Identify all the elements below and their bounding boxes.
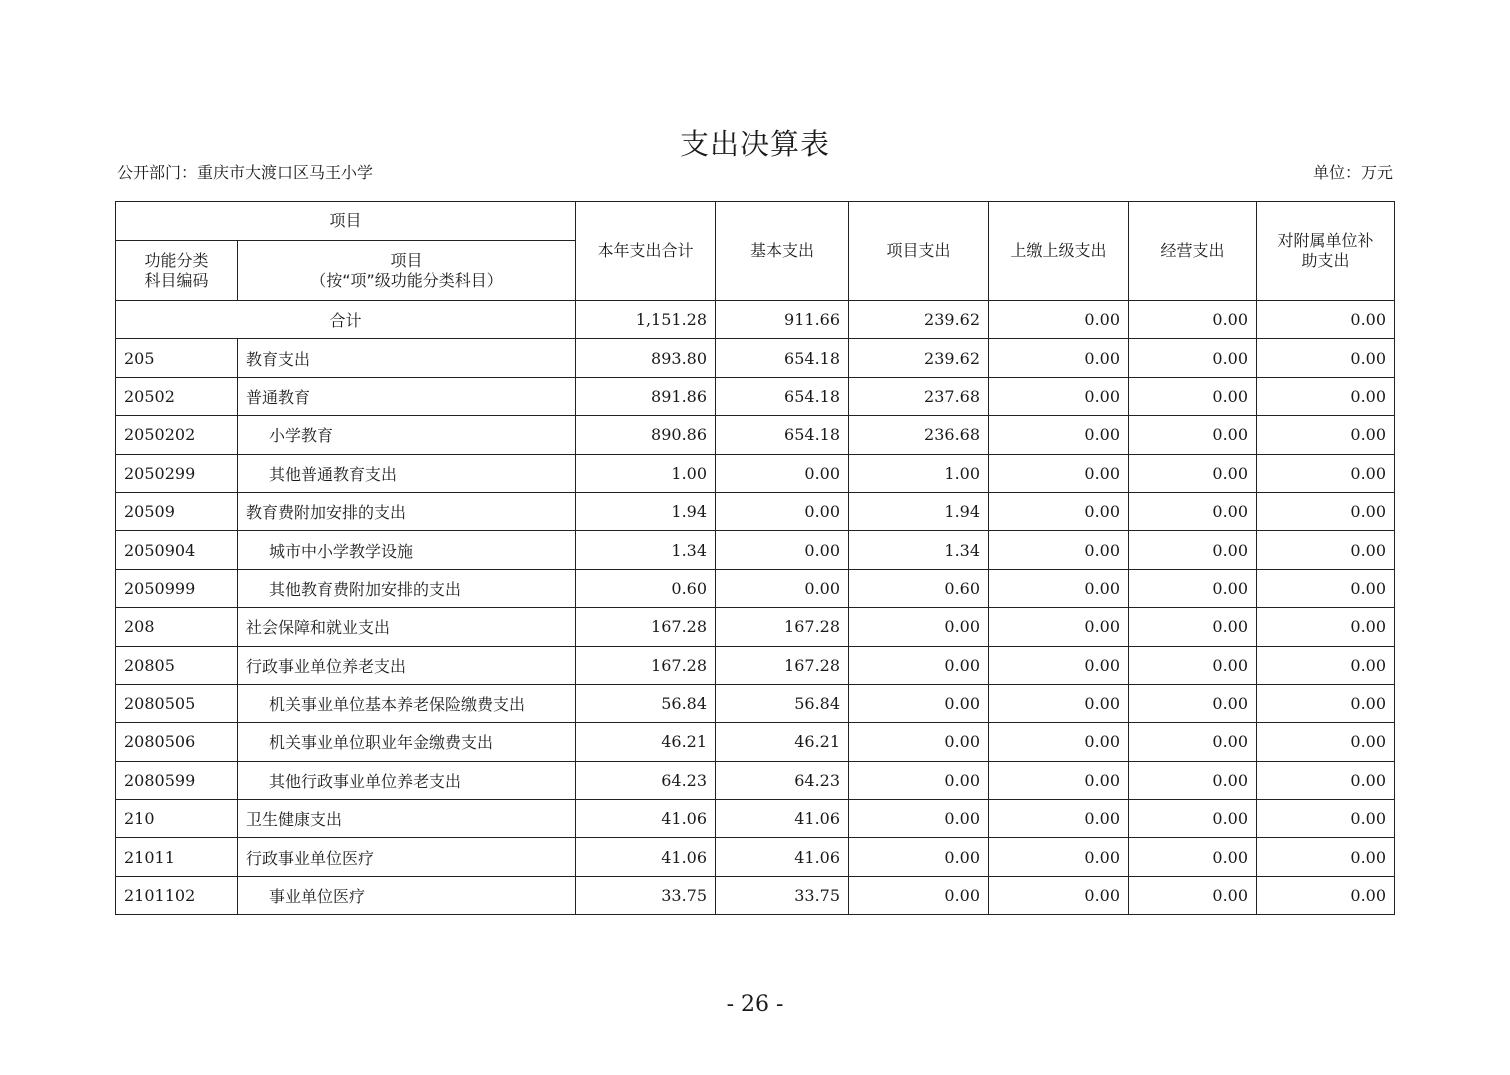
row-name: 机关事业单位职业年金缴费支出 [238, 723, 576, 761]
row-value: 1.34 [849, 531, 989, 569]
row-value: 0.00 [1257, 377, 1395, 415]
row-value: 0.00 [1257, 531, 1395, 569]
row-value: 0.00 [989, 377, 1129, 415]
row-code: 2080505 [116, 684, 238, 722]
table-row [116, 454, 1395, 492]
row-value: 0.00 [1257, 800, 1395, 838]
row-value: 1.00 [849, 454, 989, 492]
row-value: 891.86 [576, 377, 716, 415]
row-code: 2050202 [116, 416, 238, 454]
row-value: 0.00 [989, 646, 1129, 684]
row-name: 行政事业单位养老支出 [238, 646, 576, 684]
row-value: 0.60 [576, 569, 716, 607]
table-row [116, 569, 1395, 607]
row-code: 208 [116, 608, 238, 646]
header-code: 功能分类 科目编码 [116, 241, 238, 301]
row-value: 41.06 [716, 838, 849, 876]
total-value: 0.00 [1257, 301, 1395, 339]
row-value: 0.00 [989, 492, 1129, 530]
row-value: 0.00 [1129, 838, 1257, 876]
row-name: 卫生健康支出 [238, 800, 576, 838]
row-value: 0.00 [989, 531, 1129, 569]
header-item-group: 项目 [116, 202, 576, 241]
row-value: 0.00 [1129, 646, 1257, 684]
row-value: 0.00 [716, 569, 849, 607]
row-value: 0.00 [849, 646, 989, 684]
total-value: 911.66 [716, 301, 849, 339]
row-value: 1.94 [576, 492, 716, 530]
row-value: 0.00 [716, 454, 849, 492]
row-value: 239.62 [849, 339, 989, 377]
row-value: 890.86 [576, 416, 716, 454]
row-name: 教育费附加安排的支出 [238, 492, 576, 530]
row-value: 0.00 [1257, 454, 1395, 492]
row-value: 654.18 [716, 339, 849, 377]
row-value: 0.00 [989, 876, 1129, 914]
row-name: 事业单位医疗 [238, 876, 576, 914]
row-value: 167.28 [716, 608, 849, 646]
row-value: 0.00 [1129, 492, 1257, 530]
table-row [116, 646, 1395, 684]
row-value: 0.00 [1257, 684, 1395, 722]
row-value: 0.00 [1129, 569, 1257, 607]
header-subsidy: 对附属单位补 助支出 [1257, 202, 1395, 301]
row-value: 0.00 [849, 761, 989, 799]
header-total: 本年支出合计 [576, 202, 716, 301]
row-value: 0.00 [1129, 876, 1257, 914]
row-value: 56.84 [576, 684, 716, 722]
row-name: 机关事业单位基本养老保险缴费支出 [238, 684, 576, 722]
row-value: 0.00 [1129, 684, 1257, 722]
table-row [116, 800, 1395, 838]
row-value: 41.06 [716, 800, 849, 838]
total-value: 1,151.28 [576, 301, 716, 339]
row-code: 2050299 [116, 454, 238, 492]
row-value: 1.34 [576, 531, 716, 569]
row-code: 2080506 [116, 723, 238, 761]
expenditure-table [115, 201, 1395, 915]
row-value: 0.00 [1257, 761, 1395, 799]
row-value: 0.00 [989, 608, 1129, 646]
table-row [116, 339, 1395, 377]
page-title: 支出决算表 [679, 127, 830, 161]
department-label: 公开部门：重庆市大渡口区马王小学 [117, 163, 374, 182]
row-value: 0.00 [849, 800, 989, 838]
row-value: 236.68 [849, 416, 989, 454]
row-value: 0.00 [1257, 876, 1395, 914]
row-value: 0.00 [1129, 416, 1257, 454]
table-row [116, 492, 1395, 530]
row-code: 2101102 [116, 876, 238, 914]
header-business: 经营支出 [1129, 202, 1257, 301]
row-value: 654.18 [716, 416, 849, 454]
row-name: 普通教育 [238, 377, 576, 415]
table-row [116, 416, 1395, 454]
row-code: 2050999 [116, 569, 238, 607]
row-code: 205 [116, 339, 238, 377]
row-value: 0.00 [1129, 377, 1257, 415]
row-name: 小学教育 [238, 416, 576, 454]
total-row [116, 301, 1395, 339]
total-value: 0.00 [1129, 301, 1257, 339]
row-value: 0.00 [989, 838, 1129, 876]
row-code: 20509 [116, 492, 238, 530]
row-value: 46.21 [716, 723, 849, 761]
row-value: 0.00 [989, 723, 1129, 761]
row-value: 1.00 [576, 454, 716, 492]
row-value: 0.00 [1129, 339, 1257, 377]
row-code: 20805 [116, 646, 238, 684]
total-label: 合计 [116, 301, 576, 339]
row-value: 0.00 [1257, 416, 1395, 454]
row-value: 0.00 [1257, 723, 1395, 761]
unit-label: 单位：万元 [1312, 163, 1393, 182]
row-value: 0.00 [1129, 608, 1257, 646]
row-name: 其他普通教育支出 [238, 454, 576, 492]
row-value: 0.00 [1257, 492, 1395, 530]
row-value: 0.00 [716, 492, 849, 530]
row-name: 其他教育费附加安排的支出 [238, 569, 576, 607]
table-row [116, 531, 1395, 569]
page-number: - 26 - [726, 992, 784, 1017]
row-value: 33.75 [716, 876, 849, 914]
row-code: 20502 [116, 377, 238, 415]
row-value: 0.00 [716, 531, 849, 569]
row-value: 167.28 [716, 646, 849, 684]
table-row [116, 838, 1395, 876]
table-row [116, 761, 1395, 799]
row-value: 0.00 [1257, 339, 1395, 377]
header-project: 项目支出 [849, 202, 989, 301]
row-value: 46.21 [576, 723, 716, 761]
row-value: 1.94 [849, 492, 989, 530]
row-value: 0.00 [989, 800, 1129, 838]
table-body [116, 301, 1395, 915]
row-value: 64.23 [716, 761, 849, 799]
table-row [116, 608, 1395, 646]
row-value: 0.00 [849, 838, 989, 876]
row-value: 167.28 [576, 608, 716, 646]
row-value: 0.00 [1129, 723, 1257, 761]
row-name: 社会保障和就业支出 [238, 608, 576, 646]
row-value: 167.28 [576, 646, 716, 684]
row-value: 0.00 [1129, 800, 1257, 838]
table-row [116, 876, 1395, 914]
total-value: 239.62 [849, 301, 989, 339]
row-name: 教育支出 [238, 339, 576, 377]
table-row [116, 723, 1395, 761]
row-value: 0.00 [849, 684, 989, 722]
row-value: 33.75 [576, 876, 716, 914]
row-value: 237.68 [849, 377, 989, 415]
row-value: 0.00 [989, 684, 1129, 722]
row-code: 2080599 [116, 761, 238, 799]
row-value: 0.00 [849, 723, 989, 761]
row-value: 0.00 [1129, 454, 1257, 492]
row-value: 0.60 [849, 569, 989, 607]
row-value: 0.00 [989, 569, 1129, 607]
row-name: 其他行政事业单位养老支出 [238, 761, 576, 799]
row-value: 0.00 [1257, 838, 1395, 876]
row-name: 行政事业单位医疗 [238, 838, 576, 876]
row-value: 893.80 [576, 339, 716, 377]
total-value: 0.00 [989, 301, 1129, 339]
row-value: 41.06 [576, 838, 716, 876]
row-value: 0.00 [1257, 646, 1395, 684]
row-value: 0.00 [989, 454, 1129, 492]
header-upper: 上缴上级支出 [989, 202, 1129, 301]
row-value: 41.06 [576, 800, 716, 838]
row-code: 21011 [116, 838, 238, 876]
row-code: 2050904 [116, 531, 238, 569]
row-value: 64.23 [576, 761, 716, 799]
row-name: 城市中小学教学设施 [238, 531, 576, 569]
table-row [116, 684, 1395, 722]
row-value: 0.00 [989, 416, 1129, 454]
row-value: 56.84 [716, 684, 849, 722]
table-row [116, 377, 1395, 415]
row-value: 0.00 [849, 608, 989, 646]
header-basic: 基本支出 [716, 202, 849, 301]
row-code: 210 [116, 800, 238, 838]
header-item: 项目 （按“项”级功能分类科目） [238, 241, 576, 301]
row-value: 0.00 [849, 876, 989, 914]
row-value: 0.00 [989, 761, 1129, 799]
row-value: 0.00 [1257, 569, 1395, 607]
row-value: 0.00 [1257, 608, 1395, 646]
row-value: 0.00 [989, 339, 1129, 377]
row-value: 0.00 [1129, 761, 1257, 799]
row-value: 654.18 [716, 377, 849, 415]
row-value: 0.00 [1129, 531, 1257, 569]
